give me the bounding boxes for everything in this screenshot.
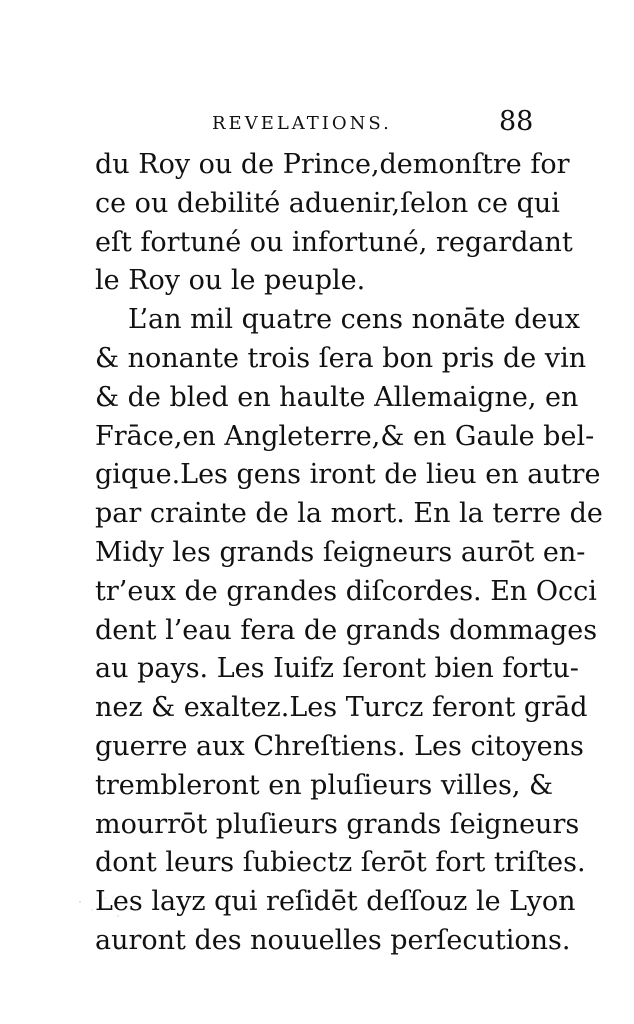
text-line: au pays. Les Iuifz ſeront bien fortu- <box>95 653 579 685</box>
text-line: & de bled en haulte Allemaigne, en <box>95 381 579 413</box>
text-line: eſt fortuné ou infortuné, regardant <box>95 226 573 258</box>
text-line: dent l’eau fera de grands dommages <box>95 614 598 646</box>
page-number: 88 <box>499 106 534 137</box>
text-line: dont leurs ſubiectz ſerōt fort triſtes. <box>95 847 586 879</box>
text-line: L’an mil quatre cens nonāte deux <box>128 304 580 336</box>
text-line: par crainte de la mort. En la terre de <box>95 498 603 530</box>
text-line: tr’eux de grandes diſcordes. En Occi <box>95 575 597 607</box>
text-line: gique.Les gens iront de lieu en autre <box>95 459 601 491</box>
text-line: auront des nouuelles perſecutions. <box>95 924 571 956</box>
text-line: guerre aux Chreſtiens. Les citoyens <box>95 730 584 762</box>
text-line: ce ou debilité aduenir,ſelon ce qui <box>95 187 560 219</box>
running-title: REVELATIONS. <box>212 113 392 134</box>
text-line: Les layz qui reſidēt deſſouz le Lyon <box>95 886 576 918</box>
text-line: trembleront en pluſieurs villes, & <box>95 769 554 801</box>
text-line: & nonante trois ſera bon pris de vin <box>95 342 587 374</box>
text-line: nez & exaltez.Les Turcz feront grād <box>95 692 588 724</box>
body-text <box>95 146 603 961</box>
text-line: du Roy ou de Prince,demonſtre for <box>95 149 570 180</box>
text-line: mourrōt pluſieurs grands ſeigneurs <box>95 808 580 840</box>
text-line: Midy les grands ſeigneurs aurōt en- <box>95 536 586 568</box>
text-line: Frāce,en Angleterre,& en Gaule bel- <box>95 420 595 452</box>
paper-speckle <box>70 890 150 930</box>
text-line: le Roy ou le peuple. <box>95 265 366 297</box>
